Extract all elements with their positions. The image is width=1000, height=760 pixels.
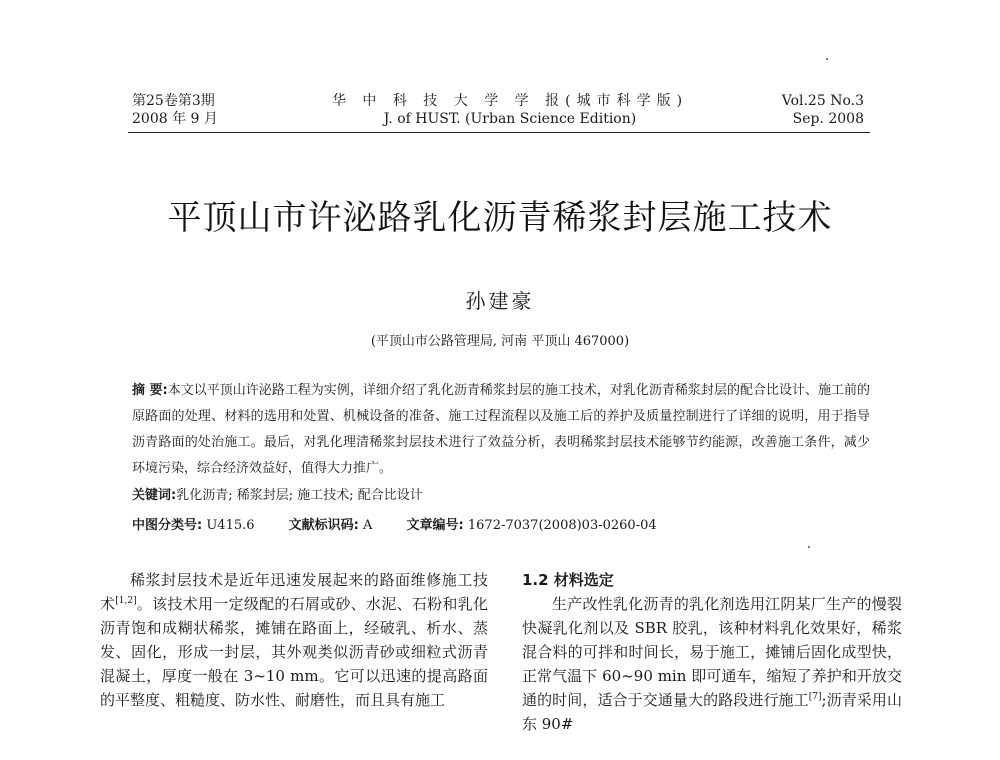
paragraph-text: 生产改性乳化沥青的乳化剂选用江阴某厂生产的慢裂快凝乳化剂以及 SBR 胶乳，该种材料乳化效果好，稀浆混合料的可拌和时间长，易于施工，摊铺后固化成型快，正常气温下 60~90 min 即可通车，缩短了养护和开放交通的时间，适合于交通量大的路段进行施工 xyxy=(522,595,902,709)
journal-issue-info xyxy=(132,92,218,128)
publication-date-english: Sep. 2008 xyxy=(792,111,864,127)
abstract-text: 本文以平顶山许泌路工程为实例，详细介绍了乳化沥青稀浆封层的施工技术，对乳化沥青稀浆封层的配合比设计、施工前的原路面的处理、材料的选用和处置、机械设备的准备、施工过程流程以及施工后的养护及质量控制进行了详细的说明，用于指导沥青路面的处治施工。最后，对乳化理清稀浆封层技术进行了效益分析，表明稀浆封层技术能够节约能源，改善施工条件，减少环境污染，综合经济效益好，值得大力推广。 xyxy=(132,383,870,476)
citation: [1,2] xyxy=(115,596,137,606)
doc-code-label: 文献标识码: xyxy=(288,518,359,533)
paper-title: 平顶山市许泌路乳化沥青稀浆封层施工技术 xyxy=(167,198,833,238)
journal-name-chinese: 华 中 科 技 大 学 学 报(城市科学版) xyxy=(331,93,689,109)
abstract xyxy=(132,378,870,482)
paragraph-text: ;沥青采用山东 90# xyxy=(522,691,902,733)
body-paragraph xyxy=(522,592,902,736)
clc-label: 中图分类号: xyxy=(132,518,203,533)
classification-line xyxy=(132,514,870,533)
journal-name-english: J. of HUST. (Urban Science Edition) xyxy=(383,111,637,127)
journal-issue-info-english xyxy=(782,92,864,128)
paragraph-text: 。该技术用一定级配的石屑或砂、水泥、石粉和乳化沥青饱和成糊状稀浆，摊铺在路面上，经破乳、析水、蒸发、固化，形成一封层，其外观类似沥青砂或细粒式沥青混凝土，厚度一般在 3~10 mm。它可以迅速的提高路面的平整度、粗糙度、防水性、耐磨性，而且具有施工 xyxy=(100,595,488,709)
clc-value: U415.6 xyxy=(206,518,255,533)
scan-speck xyxy=(826,58,828,60)
keywords xyxy=(132,484,423,503)
body-column-left xyxy=(100,568,488,712)
journal-name xyxy=(300,92,720,128)
doc-code-value: A xyxy=(363,518,373,533)
keywords-text: 乳化沥青; 稀浆封层; 施工技术; 配合比设计 xyxy=(176,488,423,503)
section-heading: 1.2 材料选定 xyxy=(522,571,614,589)
keywords-label: 关键词: xyxy=(132,488,177,503)
author-name: 孙建豪 xyxy=(465,289,535,313)
article-number-label: 文章编号: xyxy=(406,518,464,533)
body-column-right xyxy=(522,568,902,736)
body-paragraph xyxy=(100,568,488,712)
header-rule xyxy=(128,132,870,133)
publication-date: 2008 年 9 月 xyxy=(132,111,218,127)
author-affiliation: (平顶山市公路管理局, 河南 平顶山 467000) xyxy=(370,334,630,349)
scan-speck xyxy=(808,546,810,548)
citation: [7] xyxy=(808,692,822,702)
paragraph-text: 稀浆封层技术是近年迅速发展起来的路面维修施工技术 xyxy=(100,571,488,613)
volume-issue-english: Vol.25 No.3 xyxy=(781,93,864,109)
volume-issue: 第25卷第3期 xyxy=(132,93,215,109)
abstract-label: 摘 要: xyxy=(132,383,168,398)
article-number-value: 1672-7037(2008)03-0260-04 xyxy=(467,518,657,533)
